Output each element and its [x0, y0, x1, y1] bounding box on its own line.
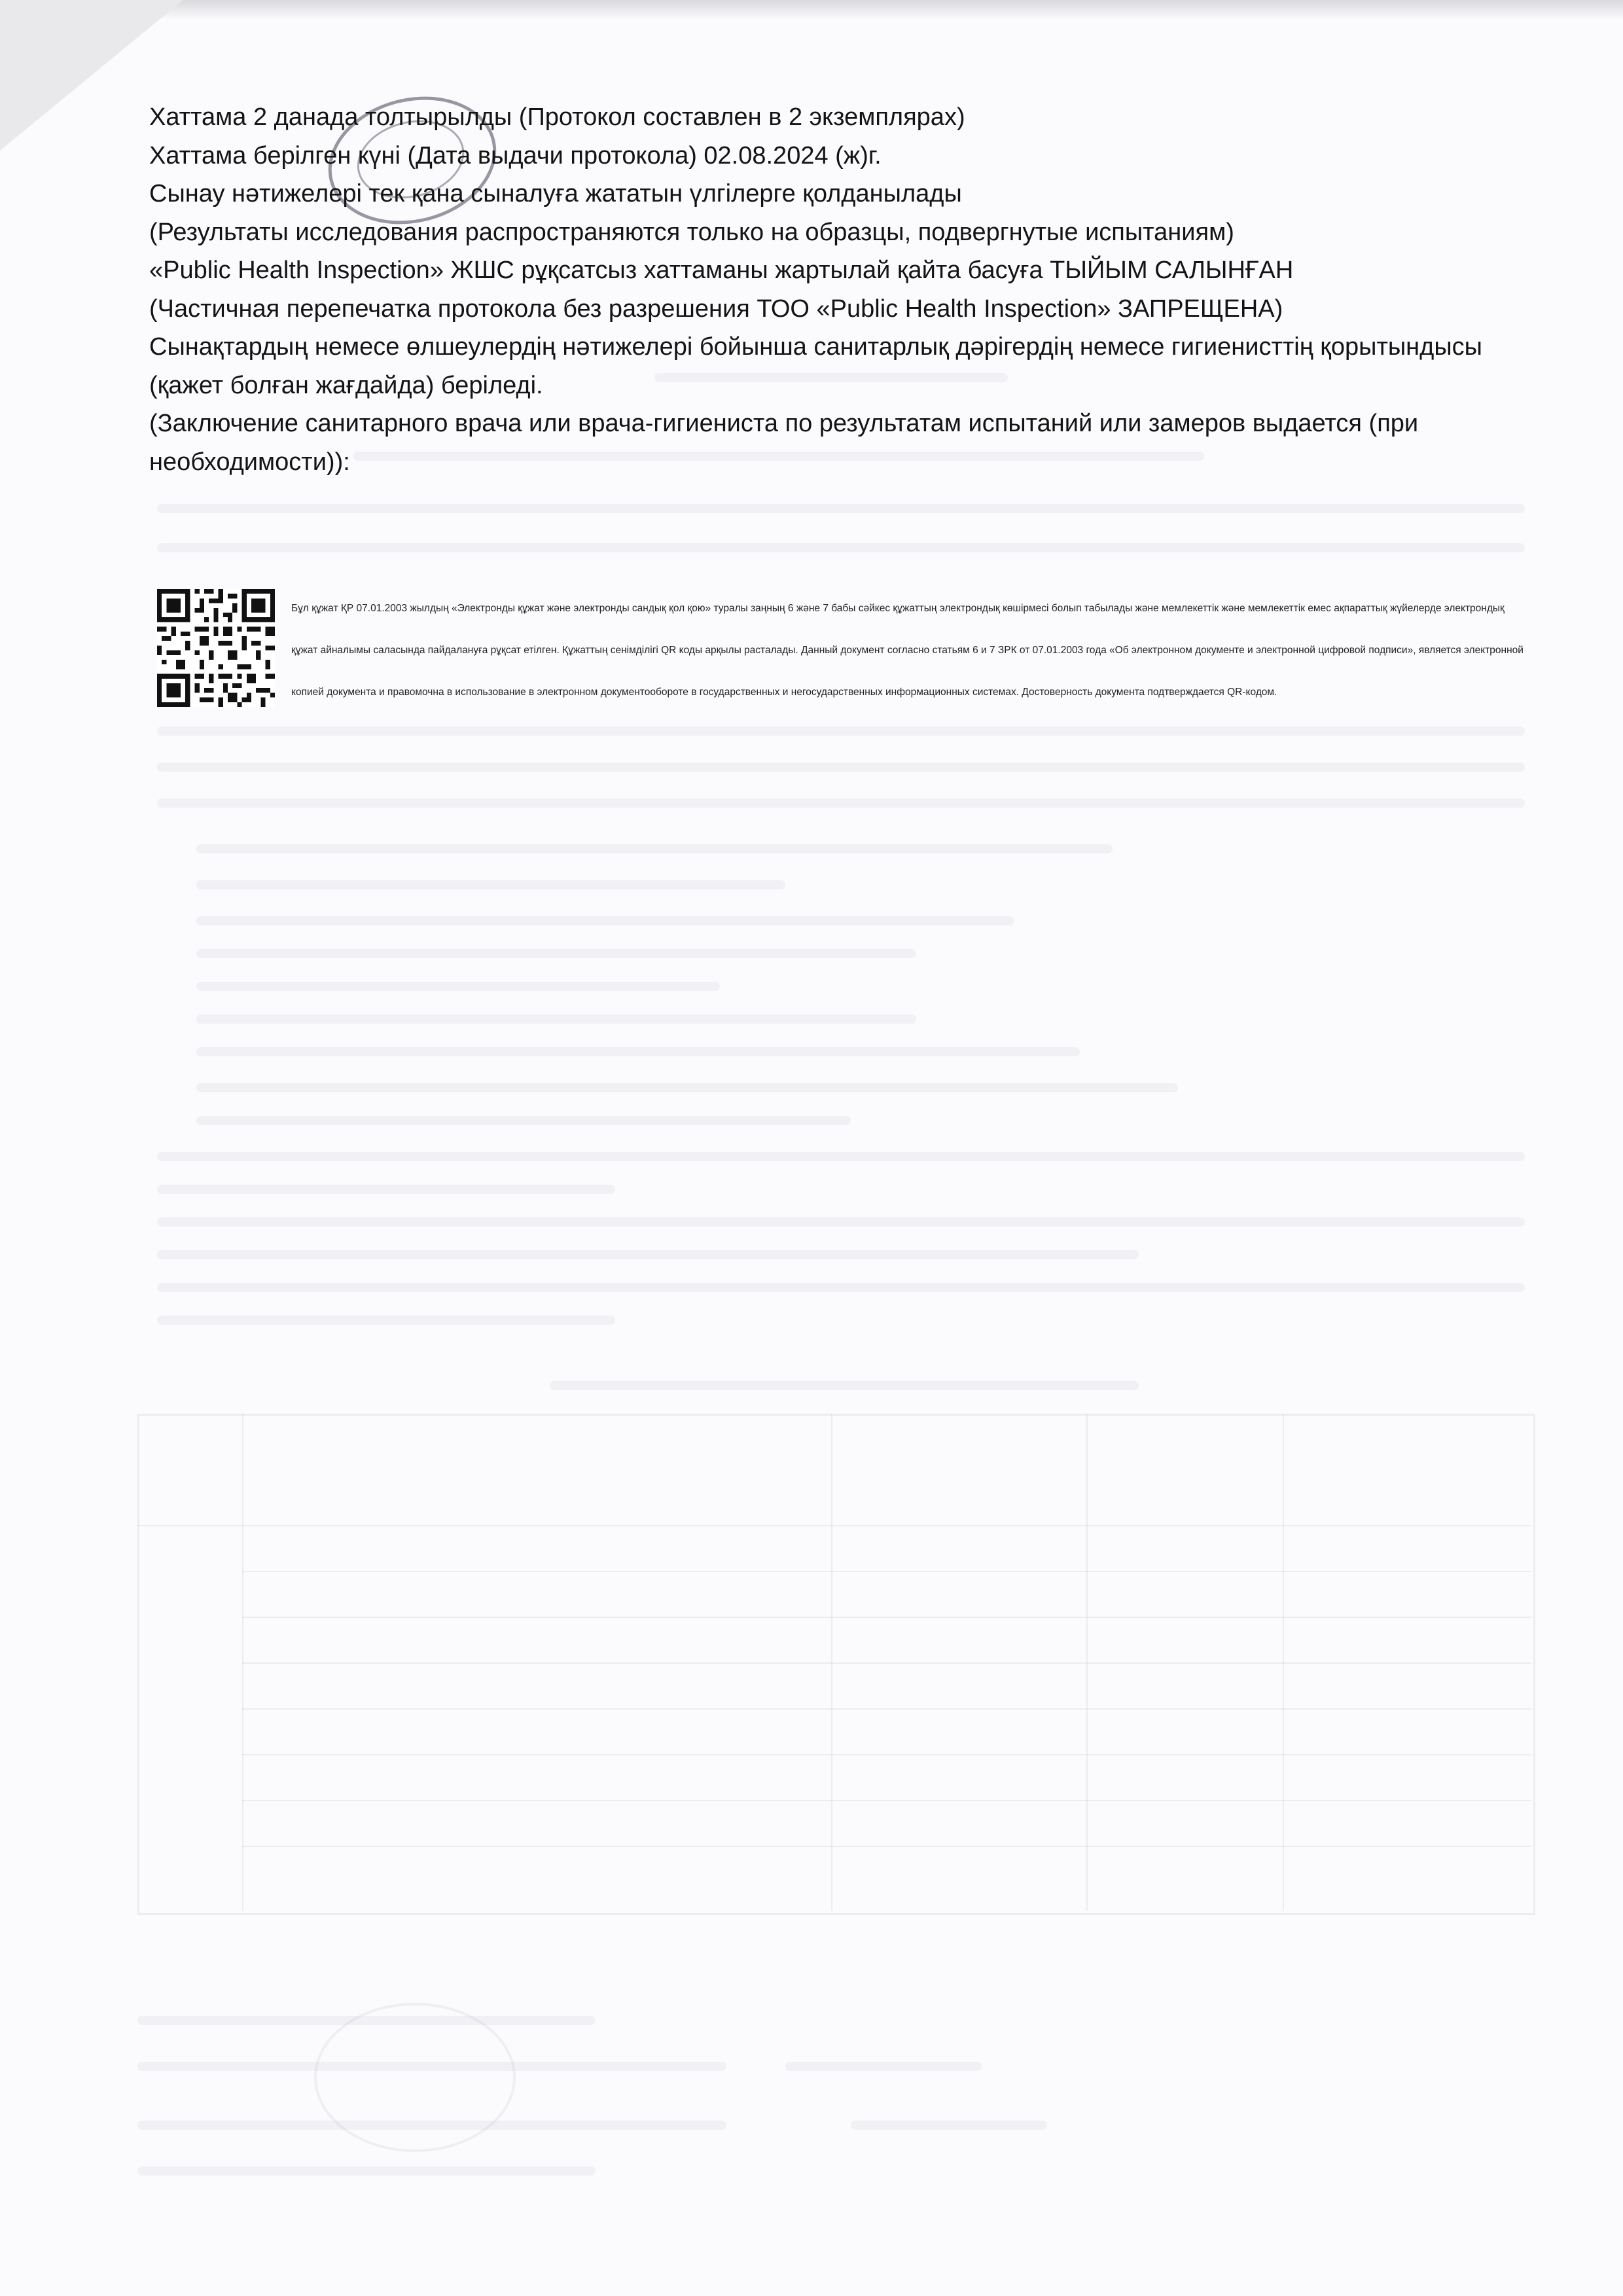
qr-notice-line-3: копией документа и правомочна в использование в электронном документообороте в государственных и негосударственных информационных системах. Достоверность документа подтверждается QR-кодом.	[291, 687, 1277, 698]
issue-date-note: Хаттама берілген күні (Дата выдачи протокола) 02.08.2024 (ж)г.	[149, 141, 882, 170]
protocol-notes	[149, 98, 1524, 481]
copies-note: Хаттама 2 данада толтырылды (Протокол составлен в 2 экземплярах)	[149, 103, 965, 131]
results-scope-note-kz: Сынау нәтижелері тек қана сыналуға жататын үлгілерге қолданылады	[149, 180, 962, 207]
qr-notice-line-1: Бұл құжат ҚР 07.01.2003 жылдың «Электронды құжат және электронды сандық қол қою» туралы заңның 6 және 7 бабы сәйкес құжаттың электрондық көшірмесі болып табылады және мемлекеттік және мемлекеттік емес ақпараттық жүйелерде электрондық	[291, 603, 1505, 614]
reprint-ban-ru: (Частичная перепечатка протокола без разрешения ТОО «Public Health Inspection» ЗАПРЕЩЕНА)	[149, 295, 1283, 323]
conclusion-note-ru-line2: необходимости)):	[149, 448, 350, 476]
reprint-ban-kz: «Public Health Inspection» ЖШС рұқсатсыз хаттаманы жартылай қайта басуға ТЫЙЫМ САЛЫНҒАН	[149, 257, 1294, 284]
qr-authenticity-notice	[291, 588, 1594, 713]
scan-edge-shadow	[0, 0, 1623, 20]
qr-code	[157, 589, 275, 707]
results-scope-note-ru: (Результаты исследования распространяются только на образцы, подвергнутые испытаниям)	[149, 218, 1234, 246]
qr-notice-line-2: құжат айналымы саласында пайдалануға рұқсат етілген. Құжаттың сенімділігі QR коды арқылы расталады. Данный документ согласно статьям 6 и 7 ЗРК от 07.01.2003 года «Об электронном документе и электронной цифровой подписи», является электронной	[291, 645, 1524, 656]
conclusion-note-kz-line2: (қажет болған жағдайда) беріледі.	[149, 371, 543, 399]
conclusion-note-kz-line1: Сынақтардың немесе өлшеулердің нәтижелері бойынша санитарлық дәрігердің немесе гигиенисттің қорытындысы	[149, 333, 1482, 361]
conclusion-note-ru-line1: (Заключение санитарного врача или врача-гигиениста по результатам испытаний или замеров выдается (при	[149, 410, 1419, 437]
